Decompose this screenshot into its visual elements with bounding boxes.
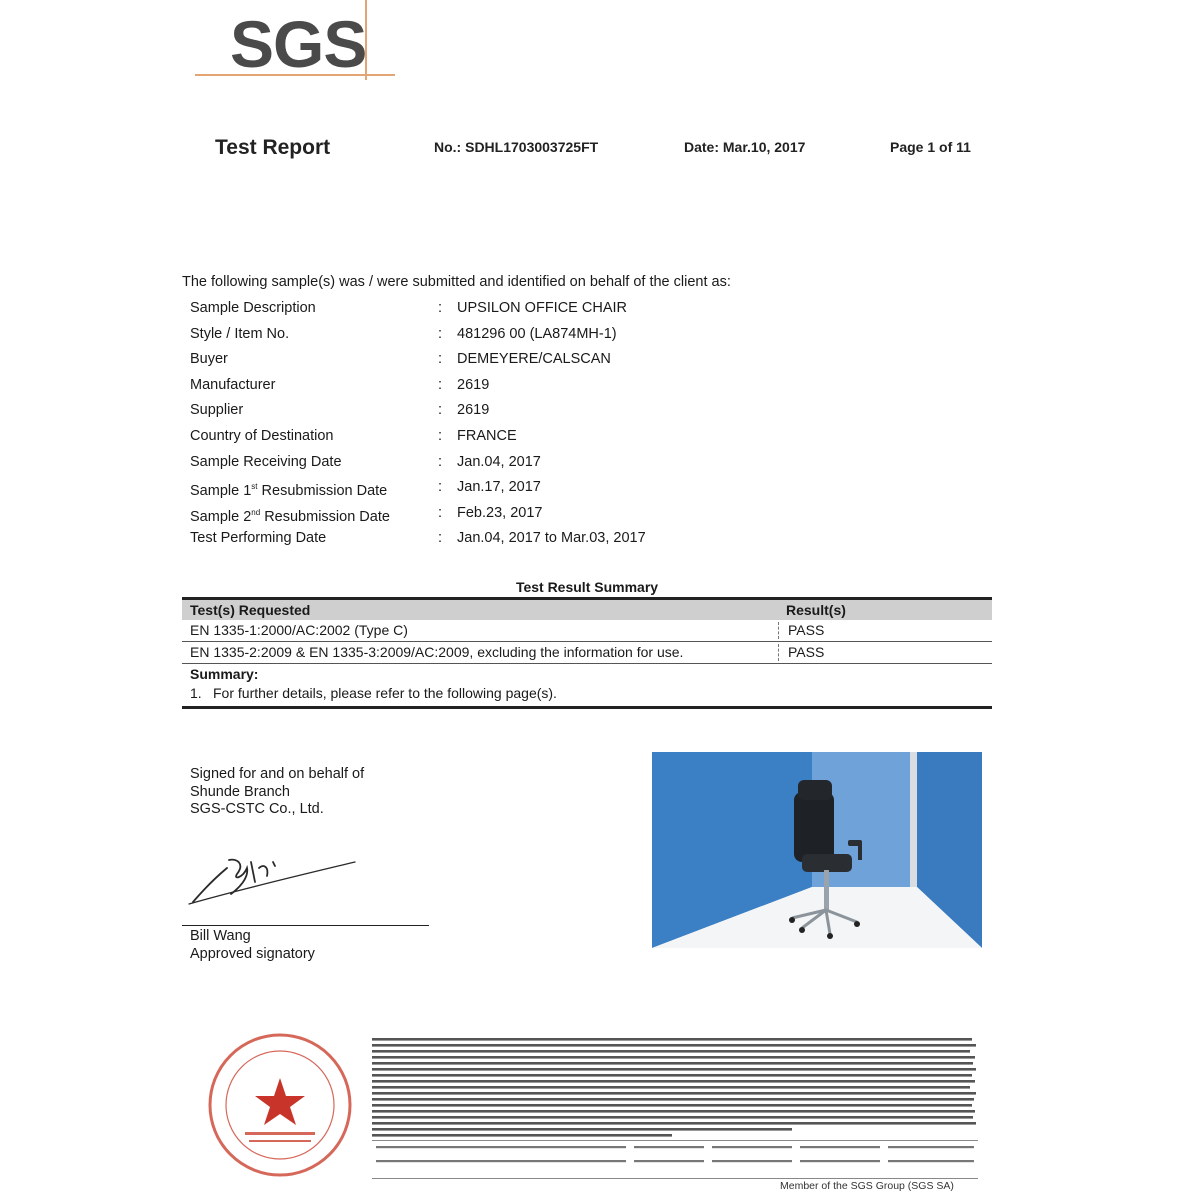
info-value: 2619 (457, 402, 490, 419)
signature-rule (182, 925, 429, 926)
info-label: Sample Receiving Date (190, 453, 342, 470)
info-label: Style / Item No. (190, 325, 290, 342)
chair-photo (652, 752, 982, 948)
summary-number: 1. (190, 685, 202, 701)
info-label-text: Sample 1 (190, 482, 252, 499)
info-value: DEMEYERE/CALSCAN (457, 351, 611, 368)
header-tests: Test(s) Requested (190, 602, 311, 618)
info-colon: : (438, 325, 443, 342)
info-value: 2619 (457, 376, 490, 393)
signer-name: Bill Wang (190, 928, 251, 944)
signer-block (190, 928, 315, 963)
footer-rule (372, 1178, 978, 1179)
report-date: Date: Mar.10, 2017 (684, 139, 806, 155)
table-header-row (182, 600, 992, 620)
info-colon: : (438, 479, 443, 496)
info-label (190, 503, 443, 527)
info-colon: : (438, 402, 443, 419)
report-number: No.: SDHL1703003725FT (434, 139, 599, 155)
info-colon: : (438, 300, 443, 316)
handwritten-signature (185, 838, 365, 908)
info-label: Supplier (190, 402, 244, 419)
info-label-text: Sample 2 (190, 508, 252, 525)
info-value: FRANCE (457, 427, 517, 444)
table-row (182, 642, 992, 664)
table-row (182, 620, 992, 642)
info-label: Manufacturer (190, 376, 276, 393)
info-colon: : (438, 427, 443, 444)
info-colon: : (438, 530, 443, 547)
column-separator (778, 644, 779, 661)
info-label-text: Resubmission Date (257, 482, 388, 499)
header-results: Result(s) (786, 602, 846, 618)
signed-for-line: Signed for and on behalf of (190, 766, 365, 782)
test-name: EN 1335-2:2009 & EN 1335-3:2009/AC:2009, excluding the information for use. (190, 644, 684, 660)
info-label-ordinal: st (251, 482, 258, 492)
info-label: Buyer (190, 351, 228, 368)
report-title: Test Report (215, 136, 331, 159)
sgs-logo (195, 0, 395, 80)
page-number: Page 1 of 11 (890, 139, 971, 155)
summary-line (182, 684, 992, 704)
column-separator (778, 622, 779, 639)
logo-text: SGS (230, 7, 367, 81)
test-result: PASS (788, 644, 825, 660)
info-colon: : (438, 504, 443, 521)
signer-title: Approved signatory (190, 945, 315, 962)
info-colon: : (438, 376, 443, 393)
info-label-ordinal: nd (251, 507, 261, 517)
test-result: PASS (788, 622, 825, 638)
info-value: Jan.17, 2017 (457, 479, 541, 496)
summary-label-row (182, 664, 992, 684)
info-colon: : (438, 351, 443, 368)
sgs-group-member-text: Member of the SGS Group (SGS SA) (780, 1180, 954, 1192)
info-label: Country of Destination (190, 427, 334, 444)
summary-table-title: Test Result Summary (515, 579, 659, 595)
summary-text: For further details, please refer to the following page(s). (213, 685, 557, 701)
info-value: Jan.04, 2017 to Mar.03, 2017 (457, 530, 646, 547)
intro-text: The following sample(s) was / were submitted and identified on behalf of the client as: (182, 274, 731, 290)
info-value: UPSILON OFFICE CHAIR (457, 300, 627, 316)
terms-fine-print (372, 1036, 978, 1179)
summary-table (182, 597, 992, 709)
test-name: EN 1335-1:2000/AC:2002 (Type C) (190, 622, 408, 638)
info-value: Jan.04, 2017 (457, 453, 541, 470)
table-bottom-rule (182, 706, 992, 709)
signature-block (190, 766, 364, 819)
info-value: Feb.23, 2017 (457, 504, 543, 521)
summary-label: Summary: (190, 666, 259, 682)
info-colon: : (438, 453, 443, 470)
company-seal (205, 1030, 355, 1180)
branch-line: Shunde Branch (190, 783, 290, 800)
info-label: Test Performing Date (190, 530, 327, 547)
info-label: Sample Description (190, 300, 316, 316)
info-value: 481296 00 (LA874MH-1) (457, 325, 617, 342)
info-label (190, 477, 443, 501)
info-label-text: Resubmission Date (260, 508, 390, 525)
company-line: SGS-CSTC Co., Ltd. (190, 801, 324, 817)
